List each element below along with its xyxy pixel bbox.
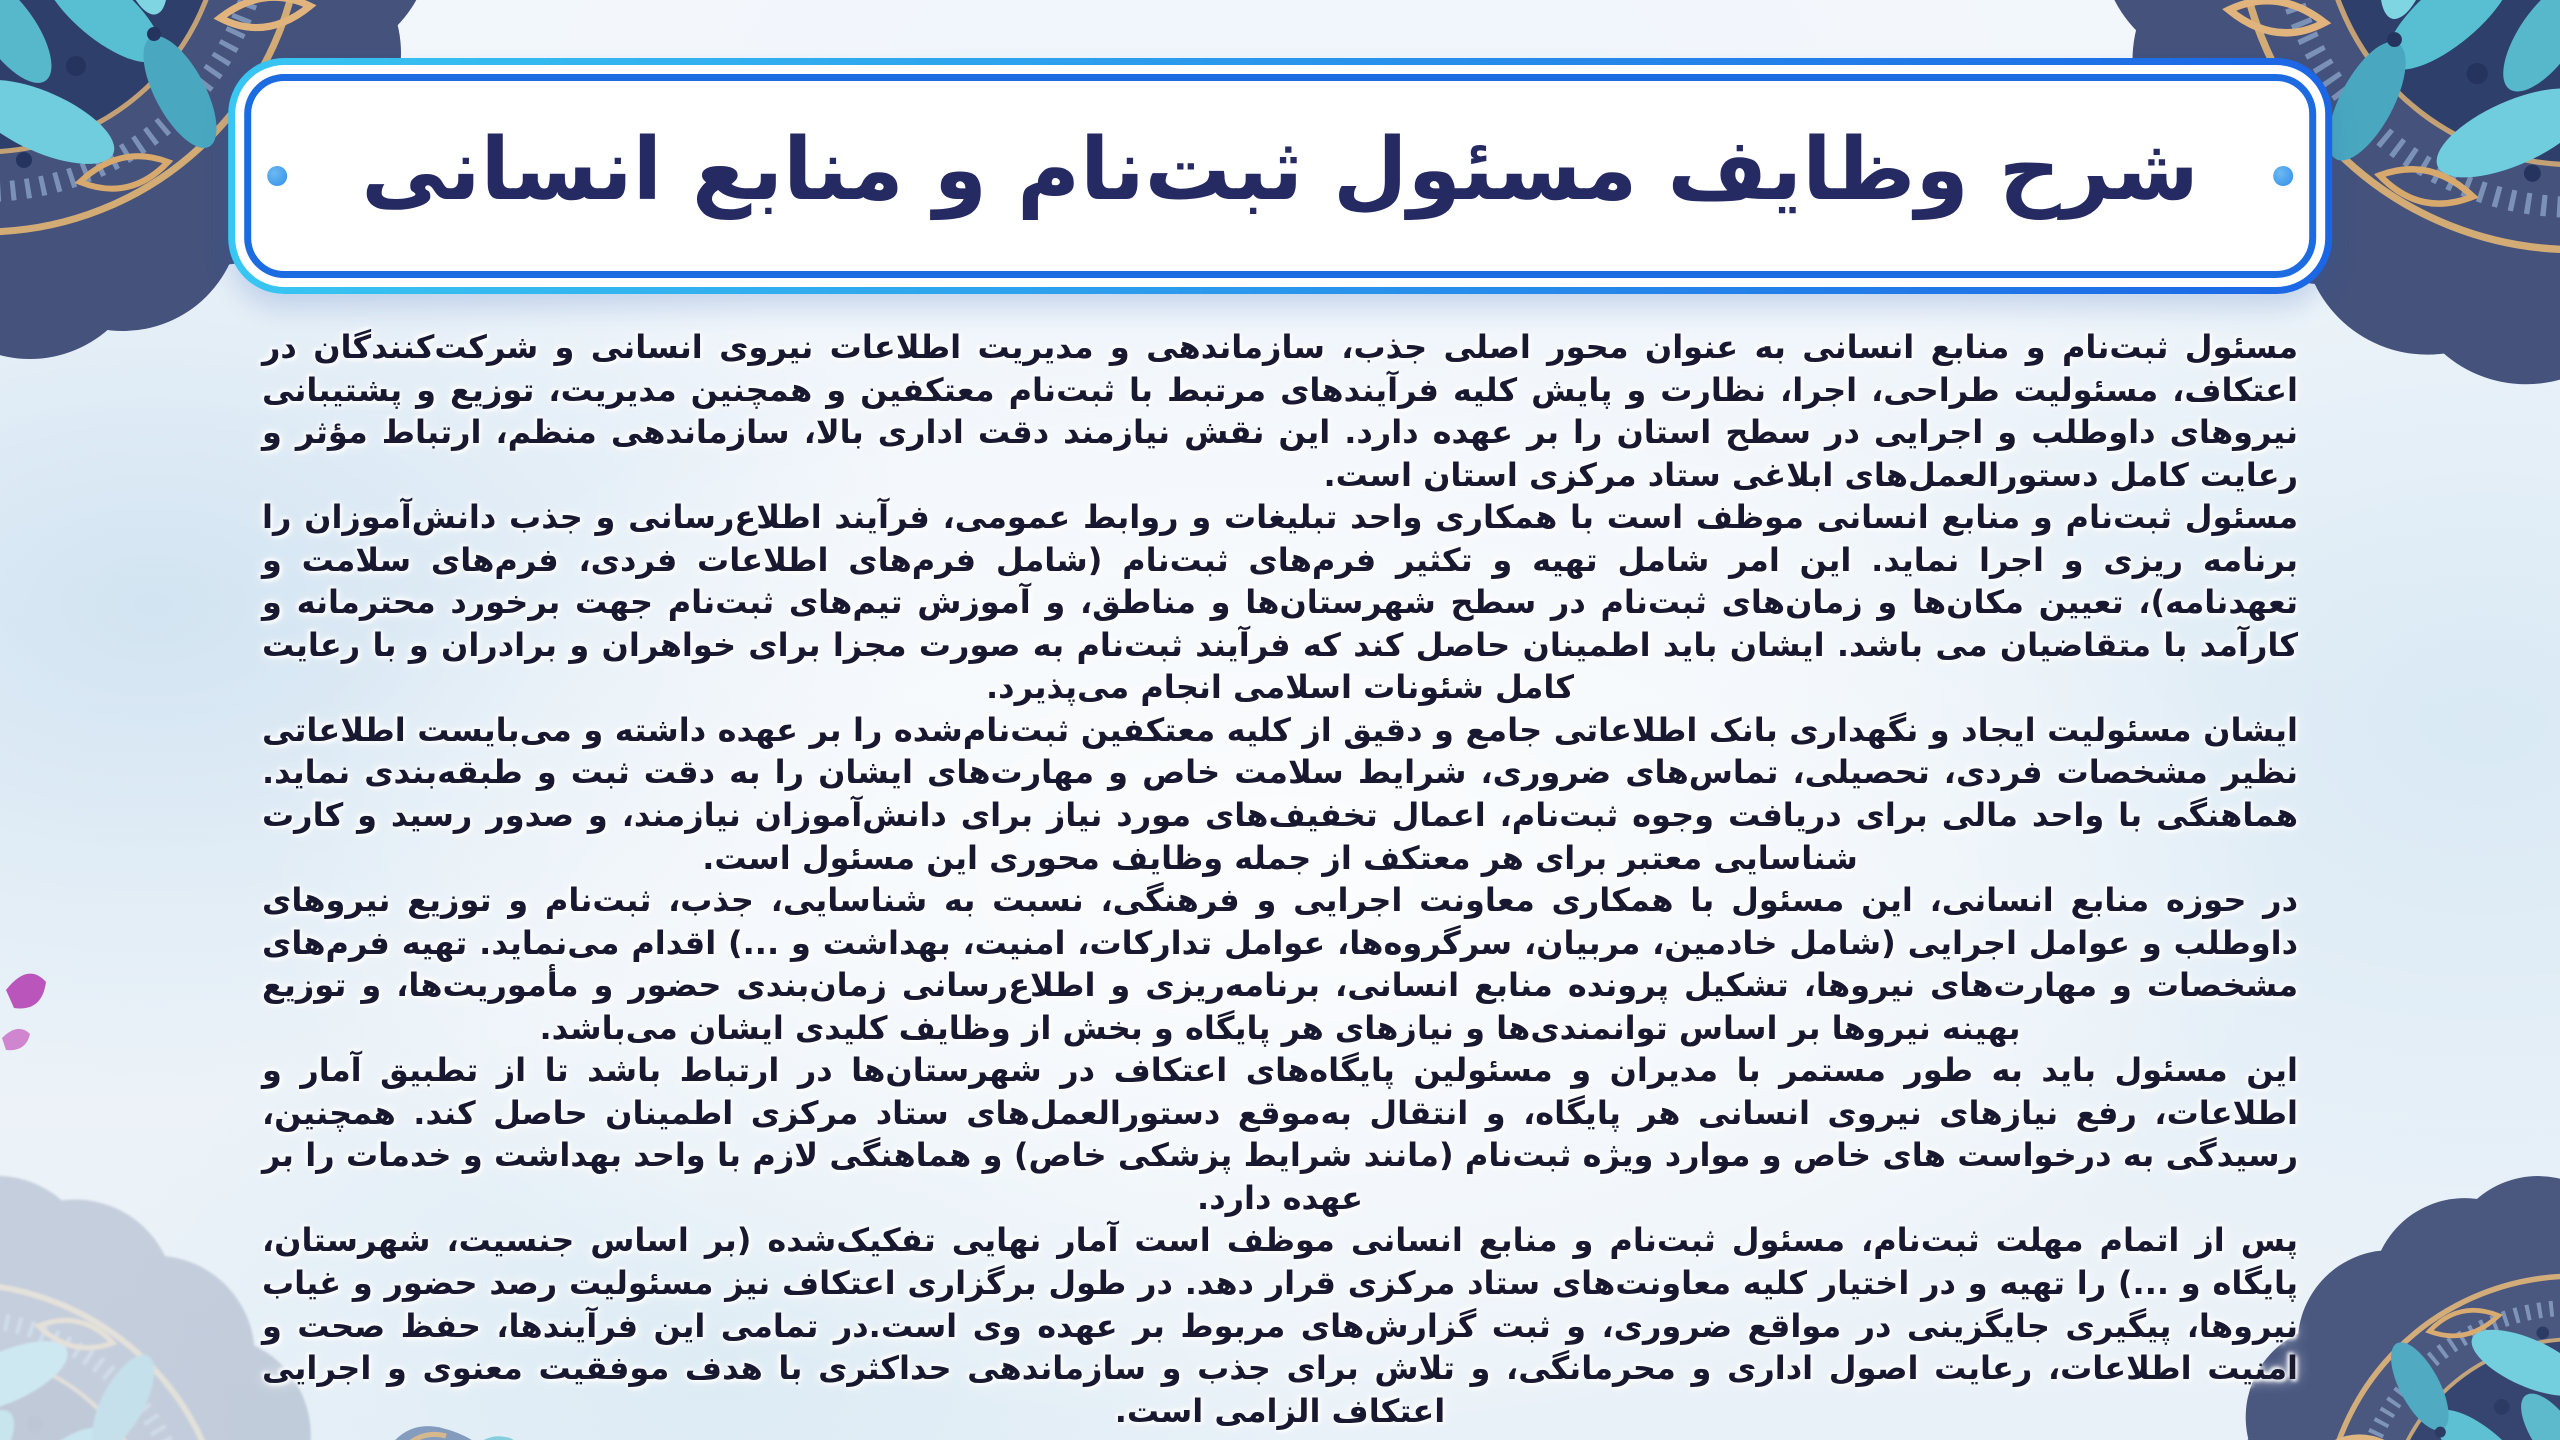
title-side-dot-left: [267, 166, 287, 186]
body-paragraph-2: مسئول ثبت‌نام و منابع انسانی موظف است با همکاری واحد تبلیغات و روابط عمومی، فرآیند اطلاع‌رسانی و جذب دانش‌آموزان را برنامه ریزی و اجرا نماید. این امر شامل تهیه و تکثیر فرم‌های ثبت‌نام (شامل فرم‌های اطلاعات فردی، فرم‌های سلامت و تعهدنامه)، تعیین مکان‌ها و زمان‌های ثبت‌نام در سطح شهرستان‌ها و مناطق، و آموزش تیم‌های ثبت‌نام جهت برخورد محترمانه و کارآمد با متقاضیان می باشد. ایشان باید اطمینان حاصل کند که فرآیند ثبت‌نام به صورت مجزا برای خواهران و برادران و با رعایت کامل شئونات اسلامی انجام می‌پذیرد.: [262, 498, 2298, 707]
page-title: شرح وظایف مسئول ثبت‌نام و منابع انسانی: [361, 120, 2199, 220]
body-paragraph-5: این مسئول باید به طور مستمر با مدیران و مسئولین پایگاه‌های اعتکاف در شهرستان‌ها در ارتباط باشد تا از تطبیق آمار و اطلاعات، رفع نیازهای نیروی انسانی هر پایگاه، و انتقال به‌موقع دستورالعمل‌های ستاد مرکزی اطمینان حاصل کند. همچنین، رسیدگی به درخواست های خاص و موارد ویژه ثبت‌نام (مانند شرایط پزشکی خاص) و هماهنگی لازم با واحد بهداشت و خدمات را بر عهده دارد.: [262, 1051, 2298, 1217]
body-text: [262, 326, 2298, 1432]
title-side-dot-right: [2273, 166, 2293, 186]
title-cartouche: [228, 58, 2332, 294]
body-paragraph-6: پس از اتمام مهلت ثبت‌نام، مسئول ثبت‌نام و منابع انسانی موظف است آمار نهایی تفکیک‌شده (بر اساس جنسیت، شهرستان، پایگاه و ...) را تهیه و در اختیار کلیه معاونت‌های ستاد مرکزی قرار دهد. در طول برگزاری اعتکاف نیز مسئولیت رصد حضور و غیاب نیروها، پیگیری جایگزینی در مواقع ضروری، و ثبت گزارش‌های مربوط بر عهده وی است.در تمامی این فرآیندها، حفظ صحت و امنیت اطلاعات، رعایت اصول اداری و محرمانگی، و تلاش برای جذب و سازماندهی حداکثری با هدف موفقیت معنوی و اجرایی اعتکاف الزامی است.: [262, 1221, 2298, 1430]
body-paragraph-1: مسئول ثبت‌نام و منابع انسانی به عنوان محور اصلی جذب، سازماندهی و مدیریت اطلاعات نیروی انسانی و شرکت‌کنندگان در اعتکاف، مسئولیت طراحی، اجرا، نظارت و پایش کلیه فرآیندهای مرتبط با ثبت‌نام معتکفین و همچنین مدیریت، توزیع و پشتیبانی نیروهای داوطلب و اجرایی در سطح استان را بر عهده دارد. این نقش نیازمند دقت اداری بالا، سازماندهی منظم، ارتباط مؤثر و رعایت کامل دستورالعمل‌های ابلاغی ستاد مرکزی استان است.: [262, 328, 2298, 494]
magenta-accent-mark: [0, 952, 90, 1072]
title-frame-outer-ring: [228, 58, 2332, 294]
body-paragraph-3: ایشان مسئولیت ایجاد و نگهداری بانک اطلاعاتی جامع و دقیق از کلیه معتکفین ثبت‌نام‌شده را بر عهده داشته و می‌بایست اطلاعاتی نظیر مشخصات فردی، تحصیلی، تماس‌های ضروری، شرایط سلامت خاص و مهارت‌های ایشان را به دقت ثبت و طبقه‌بندی نماید. هماهنگی با واحد مالی برای دریافت وجوه ثبت‌نام، اعمال تخفیف‌های مورد نیاز برای دانش‌آموزان نیازمند، و صدور رسید و کارت شناسایی معتبر برای هر معتکف از جمله وظایف محوری این مسئول است.: [262, 710, 2298, 877]
title-frame: [244, 74, 2316, 278]
title-frame-gap: [235, 65, 2325, 287]
body-paragraph-4: در حوزه منابع انسانی، این مسئول با همکاری معاونت اجرایی و فرهنگی، نسبت به شناسایی، جذب، ثبت‌نام و توزیع نیروهای داوطلب و عوامل اجرایی (شامل خادمین، مربیان، سرگروه‌ها، عوامل تدارکات، امنیت، بهداشت و ...) اقدام می‌نماید. تهیه فرم‌های مشخصات و مهارت‌های نیروها، تشکیل پرونده منابع انسانی، برنامه‌ریزی و اطلاع‌رسانی زمان‌بندی حضور و مأموریت‌ها، و توزیع بهینه نیروها بر اساس توانمندی‌ها و نیازهای هر پایگاه و بخش از وظایف کلیدی ایشان می‌باشد.: [262, 881, 2298, 1047]
